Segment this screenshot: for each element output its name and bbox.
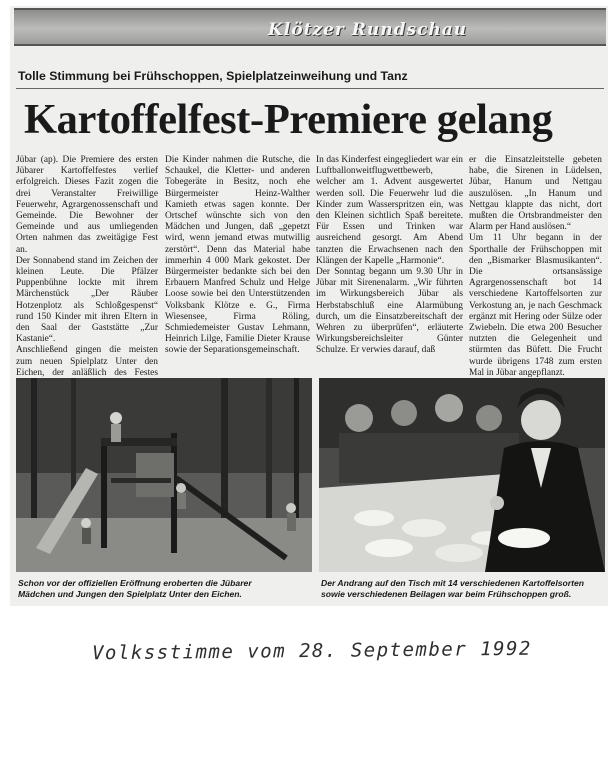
subheadline: Tolle Stimmung bei Frühschoppen, Spielplatzeinweihung und Tanz xyxy=(18,69,408,83)
article-column-2: Die Kinder nahmen die Rutsche, die Schaukel, die Kletter- und anderen Tobegeräte in Besitz, noch ehe Bürgermeister Heinz-Walther Kamieth etwas sagen konnte. Der Ortschef wünschte sich von den Mädchen und Jungen, daß „gepetzt wird, wenn jemand etwas mutwillig zerstört“. Denn das Material habe immerhin 4 000 Mark gekostet. Der Bürgermeister bedankte sich bei den Erbauern Manfred Schulz und Helge Loose sowie bei den Unterstützenden Volksbank Klötze e. G., Firma Wiesensee, Firma Röling, Schmiedemeister Gustav Lehmann, Heinrich Lilge, Familie Dieter Krause sowie der Separationsgemeinschaft. xyxy=(165,155,310,356)
caption-line: Mädchen und Jungen den Spielplatz Unter den Eichen. xyxy=(18,589,242,599)
masthead-title: Klötzer Rundschau xyxy=(268,20,468,40)
buffet-photo xyxy=(319,378,605,572)
caption-line: sowie verschiedenen Beilagen war beim Frühschoppen groß. xyxy=(321,589,572,599)
divider xyxy=(16,88,604,89)
handwritten-source-note: Volksstimme vom 28. September 1992 xyxy=(91,637,533,665)
article-column-4: er die Einsatzleitstelle gebeten habe, die Sirenen in Lüdelsen, Jübar, Hanum und Nettgau auszulösen. „In Hanum und Nettgau klappte das nicht, dort mußten die Ortsbrandmeister den Alarm per Hand auslösen.“ Um 11 Uhr begann in der Sporthalle der Frühschoppen mit den „Bismarker Blasmusikanten“. Die ortsansässige Agrargenossenschaft bot 14 verschiedene Kartoffelsorten zur Verkostung an, je nach Geschmack ergänzt mit Hering oder Sülze oder Zwiebeln. Die etwa 200 Besucher nutzten die Gelegenheit und stürmten das Büfett. Die Frucht wurde übrigens 1748 zum ersten Mal in Jübar angepflanzt. xyxy=(469,155,602,378)
playground-photo xyxy=(16,378,312,572)
caption-buffet xyxy=(321,578,584,600)
article-column-1: Jübar (ap). Die Premiere des ersten Jübarer Kartoffelfestes verlief erfolgreich. Dieses Fazit zogen die drei Veranstalter Freiwillige Feuerwehr, Agrargenossenschaft und Gemeinde. Die Bewohner der Gemeinde und aus umliegenden Orten nahmen das zweitägige Fest an. Der Sonnabend stand im Zeichen der kleinen Leute. Die Pfälzer Puppenbühne lockte mit ihrem Märchenstück „Der Räuber Hotzenplotz als Schloßgespenst“ rund 150 Kinder mit ihren Eltern in den Saal der Gaststätte „Zur Kastanie“. Anschließend gingen die meisten zum neuen Spielplatz Unter den Eichen, der anläßlich des Festes xyxy=(16,155,158,378)
caption-line: Schon vor der offiziellen Eröffnung eroberten die Jübarer xyxy=(18,578,252,588)
headline: Kartoffelfest-Premiere gelang xyxy=(24,96,553,143)
article-column-3: In das Kinderfest eingegliedert war ein Luftballonweitflugwettbewerb, welcher am 1. Advent ausgewertet werden soll. Die Feuerwehr lud die Kinder zum Wasserspritzen ein, was den Kleinen sichtlich Spaß bereitete. Für Essen und Trinken war ausreichend gesorgt. Am Abend tanzten die Erwachsenen nach den Klängen der Kapelle „Harmonie“. Der Sonntag begann um 9.30 Uhr in Jübar mit Sirenenalarm. „Wir führten im Wirkungsbereich Jübar als Herbstabschluß eine Alarmübung durch, um die Einsatzbereitschaft der Wehren zu überprüfen“, erläuterte Wirkungsbereichsleiter Günter Schulze. Er verwies darauf, daß xyxy=(316,155,463,356)
masthead-bar xyxy=(14,8,606,46)
caption-playground xyxy=(18,578,252,600)
caption-line: Der Andrang auf den Tisch mit 14 verschiedenen Kartoffelsorten xyxy=(321,578,584,588)
